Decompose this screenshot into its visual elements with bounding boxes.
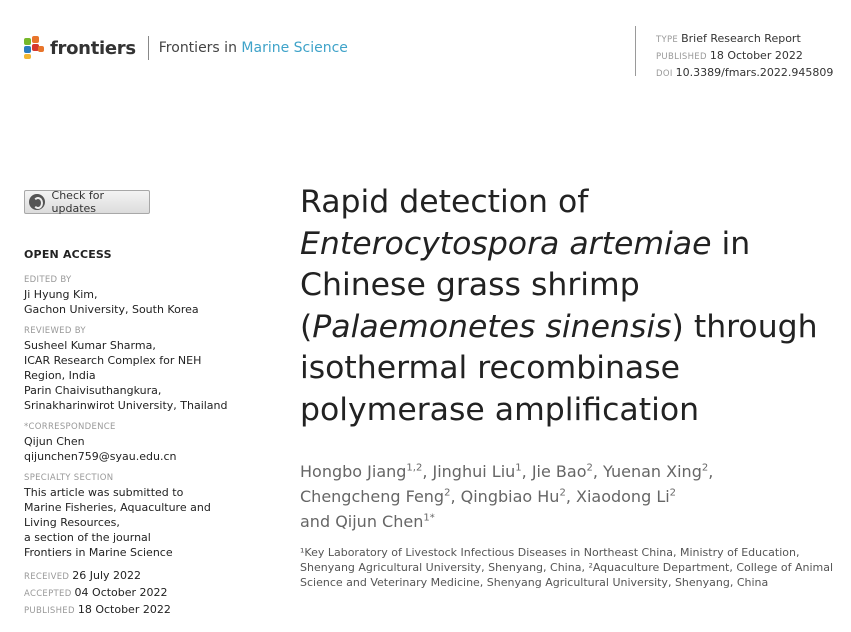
affiliation-line: ¹Key Laboratory of Livestock Infectious Diseases in Northeast China, Ministry of Education, — [300, 546, 800, 559]
editor-affiliation: Gachon University, South Korea — [24, 303, 199, 316]
article-published: PUBLISHED 18 October 2022 — [656, 49, 803, 62]
affiliation-line: Science and Veterinary Medicine, Shenyang Agricultural University, Shenyang, China — [300, 576, 769, 589]
brand-name: frontiers — [50, 37, 136, 59]
reviewer-line: Susheel Kumar Sharma, — [24, 339, 156, 352]
edited-by-heading: EDITED BY — [24, 275, 72, 285]
specialty-heading: SPECIALTY SECTION — [24, 473, 114, 483]
frontiers-logo[interactable] — [24, 34, 348, 62]
meta-divider — [635, 26, 636, 76]
journal-name: Frontiers in Marine Science — [158, 40, 348, 56]
article-info-sidebar — [24, 247, 254, 619]
affiliation-line: Shenyang Agricultural University, Shenyang, China, ²Aquaculture Department, College of Animal — [300, 561, 834, 574]
editor-name: Ji Hyung Kim, — [24, 288, 98, 301]
reviewer-line: Region, India — [24, 369, 96, 382]
specialty-line: Living Resources, — [24, 516, 120, 529]
received-date: RECEIVED 26 July 2022 — [24, 569, 142, 582]
author[interactable]: Jinghui Liu$^1$ — [432, 462, 522, 481]
author[interactable]: Yuenan Xing$^2$ — [603, 462, 709, 481]
author[interactable]: Chengcheng Feng$^2$ — [300, 487, 451, 506]
author-list: Hongbo Jiang$^{1,2}$, Jinghui Liu$^1$, Jie Bao$^2$, Yuenan Xing$^2$, Chengcheng Feng$^2$, Qingbiao Hu$^2$, Xiaodong Li$^2$ and Qijun Chen$^{1*}$ — [300, 462, 714, 531]
frontiers-logo-icon — [24, 36, 46, 60]
article-meta — [656, 31, 833, 82]
specialty-line: This article was submitted to — [24, 486, 184, 499]
refresh-icon — [29, 194, 45, 210]
author[interactable]: Xiaodong Li$^2$ — [575, 487, 677, 506]
reviewed-by-heading: REVIEWED BY — [24, 326, 86, 336]
affiliations — [300, 545, 840, 590]
logo-divider — [148, 36, 149, 60]
article-title: Rapid detection of Enterocytospora artemiae in Chinese grass shrimp (Palaemonetes sinensis) through isothermal recombinase polymerase amplification — [300, 184, 818, 428]
reviewer-line: ICAR Research Complex for NEH — [24, 354, 202, 367]
specialty-line: Marine Fisheries, Aquaculture and — [24, 501, 211, 514]
author[interactable]: Jie Bao$^2$ — [531, 462, 593, 481]
reviewer-line: Srinakharinwirot University, Thailand — [24, 399, 228, 412]
article-type: TYPE Brief Research Report — [656, 32, 801, 45]
check-for-updates-label: Check for updates — [51, 189, 104, 215]
reviewer-line: Parin Chaivisuthangkura, — [24, 384, 162, 397]
correspondence-email[interactable]: qijunchen759@syau.edu.cn — [24, 450, 177, 463]
specialty-line: a section of the journal — [24, 531, 151, 544]
author[interactable]: Qingbiao Hu$^2$ — [460, 487, 566, 506]
accepted-date: ACCEPTED 04 October 2022 — [24, 586, 168, 599]
specialty-line: Frontiers in Marine Science — [24, 546, 173, 559]
correspondence-heading: *CORRESPONDENCE — [24, 422, 116, 432]
article-dates — [24, 568, 254, 619]
correspondence-name: Qijun Chen — [24, 435, 85, 448]
article-doi[interactable]: DOI 10.3389/fmars.2022.945809 — [656, 66, 834, 79]
published-date: PUBLISHED 18 October 2022 — [24, 603, 171, 616]
author[interactable]: Hongbo Jiang$^{1,2}$ — [300, 462, 423, 481]
author[interactable]: and Qijun Chen$^{1*}$ — [300, 512, 435, 531]
open-access-label: OPEN ACCESS — [24, 248, 112, 261]
check-for-updates-button[interactable] — [24, 190, 150, 214]
